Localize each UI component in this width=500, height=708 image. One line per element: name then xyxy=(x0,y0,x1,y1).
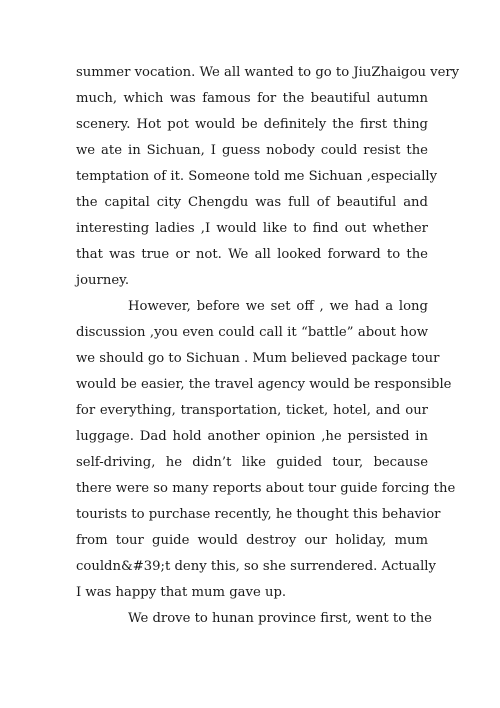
text-line: from tour guide would destroy our holiday, mum xyxy=(76,533,428,548)
body-text xyxy=(76,60,460,632)
text-line: However, before we set off , we had a long xyxy=(128,299,428,314)
paragraph-1 xyxy=(76,60,460,294)
text-line: journey. xyxy=(76,273,130,288)
text-line: interesting ladies ,I would like to find out whether xyxy=(76,221,428,236)
paragraph-3 xyxy=(76,606,432,632)
text-line: I was happy that mum gave up. xyxy=(76,585,287,600)
text-line: we ate in Sichuan, I guess nobody could resist the xyxy=(76,143,428,158)
text-line: that was true or not. We all looked forward to the xyxy=(76,247,428,262)
text-line: the capital city Chengdu was full of beautiful and xyxy=(76,195,428,210)
text-line: we should go to Sichuan . Mum believed package tour xyxy=(76,351,440,366)
text-line: would be easier, the travel agency would be responsible xyxy=(76,377,452,392)
text-line: luggage. Dad hold another opinion ,he persisted in xyxy=(76,429,428,444)
text-line: for everything, transportation, ticket, hotel, and our xyxy=(76,403,428,418)
text-line: scenery. Hot pot would be definitely the first thing xyxy=(76,117,428,132)
text-line: discussion ,you even could call it “battle” about how xyxy=(76,325,428,340)
text-line: couldn&#39;t deny this, so she surrendered. Actually xyxy=(76,559,436,574)
text-line: self-driving, he didn’t like guided tour, because xyxy=(76,455,428,470)
text-line: summer vocation. We all wanted to go to JiuZhaigou very xyxy=(76,65,460,80)
text-line: there were so many reports about tour guide forcing the xyxy=(76,481,456,496)
text-line: We drove to hunan province first, went to the xyxy=(128,611,432,626)
paragraph-2 xyxy=(76,294,456,606)
text-line: temptation of it. Someone told me Sichuan ,especially xyxy=(76,169,438,184)
text-line: tourists to purchase recently, he thought this behavior xyxy=(76,507,441,522)
text-line: much, which was famous for the beautiful autumn xyxy=(76,91,428,106)
